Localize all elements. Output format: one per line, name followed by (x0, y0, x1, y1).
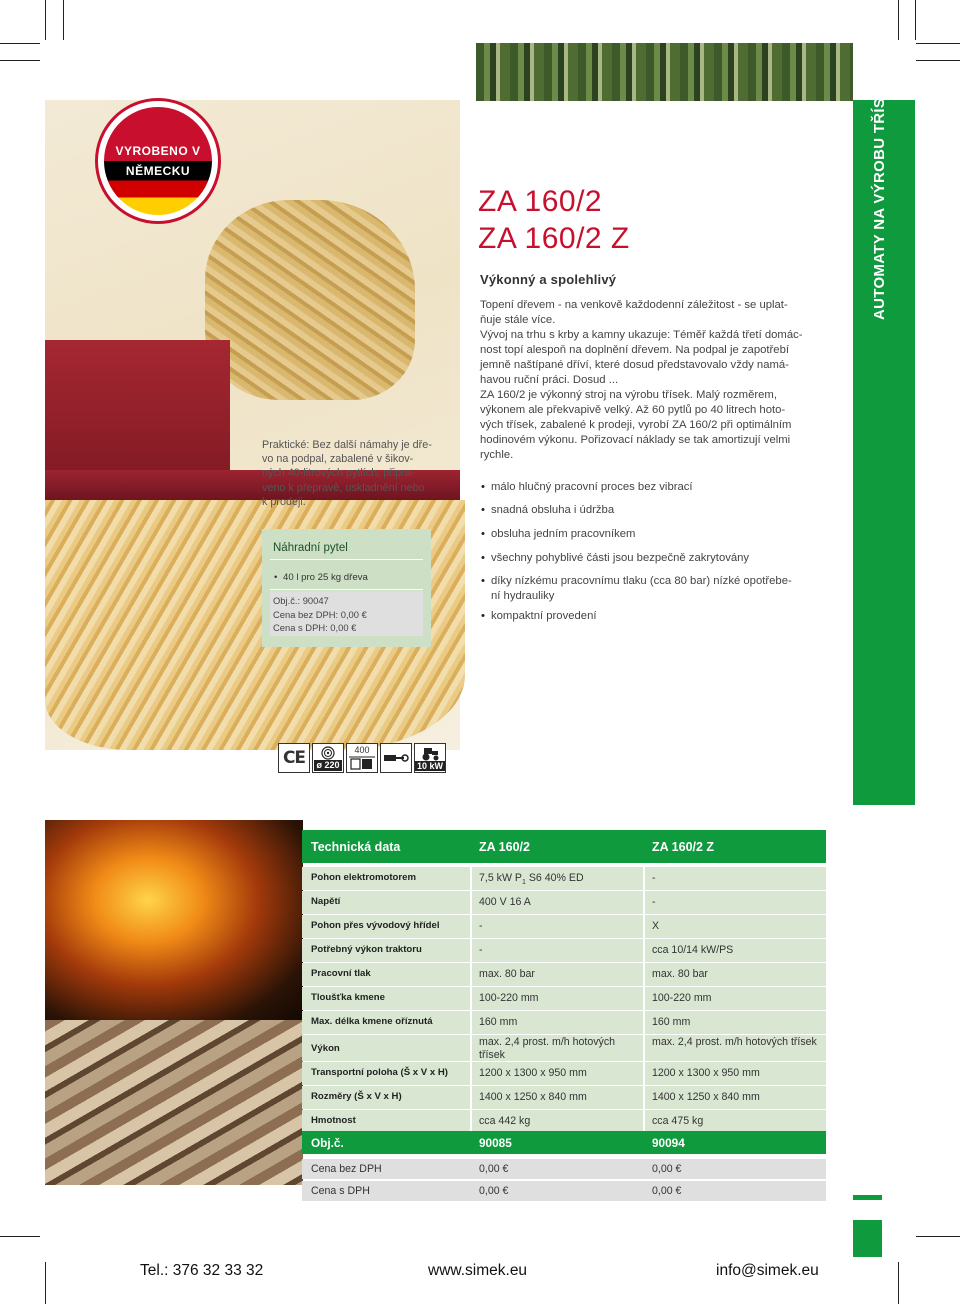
divider (643, 915, 645, 938)
table-row (302, 963, 826, 986)
intro-line: nost topí alespoň na doplnění dřevem. Na podpal je zapotřebí (480, 344, 789, 356)
divider (643, 939, 645, 962)
order-number-label: Obj.č. (311, 1136, 344, 1150)
divider (470, 1035, 472, 1061)
divider (470, 867, 472, 890)
badge-text (98, 141, 218, 181)
row-value-1: cca 442 kg (479, 1115, 531, 1127)
row-value-1: - (479, 944, 483, 956)
row-value-1: 1400 x 1250 x 840 mm (479, 1091, 587, 1103)
caption-line: Praktické: Bez další námahy je dře- (262, 439, 432, 451)
footer-phone: Tel.: 376 32 33 32 (140, 1262, 264, 1279)
table-header (302, 830, 826, 863)
divider (470, 939, 472, 962)
row-value-1 (479, 872, 639, 890)
replacement-bag-price-net: Cena bez DPH: 0,00 € (273, 608, 367, 620)
divider (643, 1035, 645, 1061)
row-value-1: max. 80 bar (479, 968, 535, 980)
caption-line: vo na podpal, zabalené v šikov- (262, 453, 414, 466)
badge-line-1: VYROBENO V (115, 144, 201, 158)
row-label: Pohon elektromotorem (311, 872, 417, 883)
page-number: 71 (861, 1205, 874, 1217)
row-value-2: X (652, 920, 660, 932)
row-value-2: 1400 x 1250 x 840 mm (652, 1091, 760, 1103)
divider (470, 987, 472, 1010)
intro-line: ňuje stále více. (480, 314, 556, 326)
replacement-bag-details (270, 591, 423, 636)
row-value-1: max. 2,4 prost. m/h hotových třísek (479, 1036, 616, 1061)
table-row (302, 1062, 826, 1085)
replacement-bag-title: Náhradní pytel (273, 542, 348, 554)
crop-mark (0, 43, 40, 44)
badge-line-2: NĚMECKU (125, 164, 191, 178)
feature-item: • málo hlučný pracovní proces bez vibrací (481, 480, 821, 495)
price-row (302, 1181, 826, 1201)
row-label: Max. délka kmene oříznutá (311, 1016, 433, 1027)
category-label: AUTOMATY NA VÝROBU TŘÍSEK (871, 76, 888, 320)
row-value-2: max. 2,4 prost. m/h hotových třísek (652, 1036, 817, 1048)
divider (643, 891, 645, 914)
price-value-1: 0,00 € (479, 1185, 509, 1197)
row-value-1: 160 mm (479, 1016, 518, 1028)
divider (470, 915, 472, 938)
table-row (302, 1086, 826, 1109)
power-text: 10 kW (417, 761, 444, 771)
row-value-2: - (652, 872, 656, 884)
crop-mark (0, 1236, 40, 1237)
feature-item: • snadná obsluha i údržba (481, 503, 821, 518)
diameter-text: ø 220 (316, 759, 340, 770)
table-header-label: Technická data (311, 840, 401, 854)
hydraulic-icon (380, 743, 412, 773)
crop-mark (898, 0, 899, 40)
intro-line: hodinovém výkonu. Pořizovací náklady se tak amortizují velmi (480, 434, 791, 446)
logs-photo (45, 1020, 303, 1185)
crop-mark (0, 60, 40, 61)
divider (270, 559, 423, 560)
order-number-1: 90085 (479, 1136, 512, 1150)
model-title-1: ZA 160/2 (478, 185, 603, 218)
order-number-row (302, 1131, 826, 1154)
ce-mark-icon (278, 743, 310, 773)
divider (643, 987, 645, 1010)
replacement-bag-item: • 40 l pro 25 kg dřeva (274, 572, 368, 583)
divider (470, 1062, 472, 1085)
row-value-1-main: 7,5 kW P (479, 872, 522, 884)
row-value-2: cca 475 kg (652, 1115, 704, 1127)
ce-text: CE (282, 748, 306, 768)
table-header-col2: ZA 160/2 Z (652, 840, 715, 854)
footer-email[interactable]: info@simek.eu (716, 1262, 819, 1279)
table-row (302, 987, 826, 1010)
row-label: Napětí (311, 896, 341, 907)
intro-line: ZA 160/2 je výkonný stroj na výrobu třísek. Malý rozměrem, (480, 389, 777, 401)
crop-mark (916, 60, 960, 61)
length-text: 400 (354, 745, 370, 755)
row-value-1: 100-220 mm (479, 992, 539, 1004)
intro-line: havou ruční práci. Dosud ... (480, 374, 619, 386)
row-label: Potřebný výkon traktoru (311, 944, 422, 955)
divider (643, 867, 645, 890)
photo-caption (262, 438, 432, 509)
category-side-label (853, 76, 915, 330)
row-label: Výkon (311, 1043, 340, 1054)
intro-text (480, 298, 820, 463)
footer-website[interactable]: www.simek.eu (428, 1262, 528, 1279)
row-value-2: 160 mm (652, 1016, 691, 1028)
intro-line: Topení dřevem - na venkově každodenní záležitost - se uplat- (480, 299, 788, 311)
intro-line: vých třísek, zabalené k prodeji, vyrobí ZA 160/2 při optimálním (480, 419, 792, 431)
tractor-icon (418, 745, 442, 761)
intro-line: jemně naštípané dříví, které dosud představovalo vždy namá- (480, 359, 789, 371)
feature-item: • díky nízkému pracovnímu tlaku (cca 80 bar) nízké opotřebe- (481, 574, 821, 589)
feature-item: • obsluha jedním pracovníkem (481, 527, 821, 542)
divider (470, 1011, 472, 1034)
order-number-2: 90094 (652, 1136, 685, 1150)
intro-line: rychle. (480, 449, 514, 461)
caption-line: veno k přepravě, uskladnění nebo (262, 481, 425, 494)
intro-line: Vývoj na trhu s krby a kamny ukazuje: Téměř každá třetí domác- (480, 329, 803, 341)
row-value-2: max. 80 bar (652, 968, 708, 980)
feature-item: • všechny pohyblivé části jsou bezpečně zakrytovány (481, 551, 821, 566)
crop-mark (915, 0, 916, 40)
table-row (302, 891, 826, 914)
row-label: Transportní poloha (Š x V x H) (311, 1067, 448, 1078)
row-value-1-sub: 1 (521, 879, 526, 887)
table-row (302, 1110, 826, 1133)
crop-mark (45, 1262, 46, 1304)
feature-item-continued: ní hydrauliky (491, 590, 555, 602)
row-label: Pracovní tlak (311, 968, 371, 979)
crop-mark (898, 1262, 899, 1304)
table-row (302, 1035, 826, 1061)
crop-mark (916, 43, 960, 44)
row-value-1: 1200 x 1300 x 950 mm (479, 1067, 587, 1079)
crop-mark (45, 0, 46, 40)
row-value-2: cca 10/14 kW/PS (652, 944, 734, 956)
table-row (302, 1011, 826, 1034)
divider (643, 1110, 645, 1133)
divider (470, 891, 472, 914)
row-label: Rozměry (Š x V x H) (311, 1091, 402, 1102)
crop-mark (63, 0, 64, 40)
log-length-arrow-icon (349, 755, 375, 771)
table-row (302, 915, 826, 938)
row-value-1: 400 V 16 A (479, 896, 531, 908)
kindling-bag-image (205, 200, 415, 400)
caption-line: ných 40-litrových pytlích, připra- (262, 467, 415, 480)
price-label: Cena bez DPH (311, 1163, 382, 1175)
crop-mark (916, 1236, 960, 1237)
row-label: Hmotnost (311, 1115, 356, 1126)
row-label: Pohon přes vývodový hřídel (311, 920, 440, 931)
log-length-icon (346, 743, 378, 773)
subtitle: Výkonný a spolehlivý (480, 272, 617, 287)
price-value-2: 0,00 € (652, 1163, 682, 1175)
log-diameter-icon (312, 743, 344, 773)
intro-line: výkonem ale překvapivě velký. Až 60 pytlů po 40 litrech hoto- (480, 404, 786, 416)
divider (643, 963, 645, 986)
row-value-2: 1200 x 1300 x 950 mm (652, 1067, 760, 1079)
row-value-2: - (652, 896, 656, 908)
table-row (302, 867, 826, 890)
divider (470, 963, 472, 986)
divider (270, 589, 423, 590)
replacement-bag-price-gross: Cena s DPH: 0,00 € (273, 622, 357, 633)
tractor-power-icon (414, 743, 446, 773)
divider (643, 1062, 645, 1085)
caption-line: k prodeji. (262, 495, 306, 508)
price-row (302, 1159, 826, 1179)
divider (643, 1011, 645, 1034)
made-in-germany-badge (95, 98, 221, 224)
table-row (302, 939, 826, 962)
divider (470, 1110, 472, 1133)
replacement-bag-obj: Obj.č.: 90047 (273, 595, 329, 606)
price-value-2: 0,00 € (652, 1185, 682, 1197)
feature-item: • kompaktní provedení (481, 609, 821, 624)
divider (470, 1086, 472, 1109)
price-value-1: 0,00 € (479, 1163, 509, 1175)
model-title-2: ZA 160/2 Z (478, 222, 630, 255)
fireplace-photo (45, 820, 303, 1020)
row-label: Tloušťka kmene (311, 992, 385, 1003)
row-value-1-rest: S6 40% ED (525, 872, 584, 884)
forest-photo (476, 43, 853, 101)
log-end-icon (317, 746, 339, 760)
row-value-1: - (479, 920, 483, 932)
price-label: Cena s DPH (311, 1185, 370, 1197)
divider (643, 1086, 645, 1109)
hydraulic-cylinder-icon (382, 748, 410, 768)
table-header-col1: ZA 160/2 (479, 840, 530, 854)
row-value-2: 100-220 mm (652, 992, 712, 1004)
